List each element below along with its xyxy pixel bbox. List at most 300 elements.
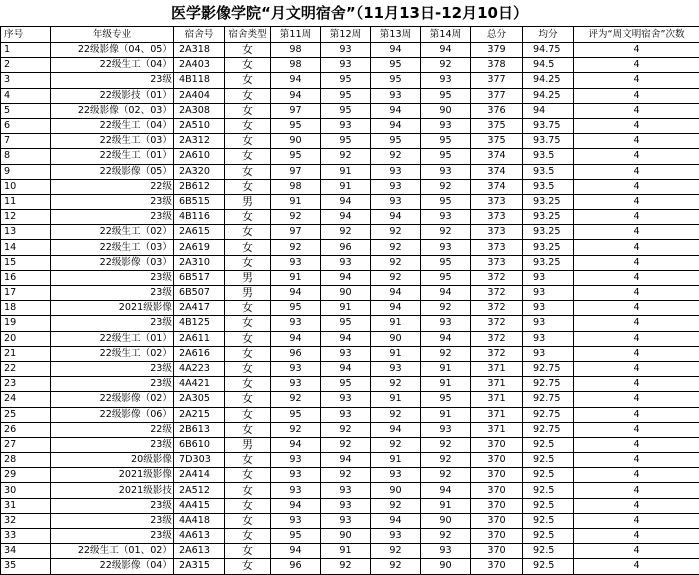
cell-week-11: 98 — [271, 43, 321, 58]
cell-total: 377 — [471, 73, 523, 88]
cell-week-14: 91 — [421, 498, 471, 513]
cell-average: 94.5 — [523, 58, 574, 73]
cell-week-13: 93 — [371, 361, 421, 376]
table-row — [1, 483, 699, 498]
cell-room-type: 女 — [225, 118, 271, 133]
cell-week-13: 92 — [371, 225, 421, 240]
cell-total: 370 — [471, 498, 523, 513]
cell-award-count: 4 — [574, 255, 699, 270]
cell-week-14: 92 — [421, 346, 471, 361]
cell-week-13: 92 — [371, 437, 421, 452]
cell-average: 93 — [523, 331, 574, 346]
table-row — [1, 43, 699, 58]
cell-room-type: 女 — [225, 529, 271, 544]
cell-index: 16 — [1, 270, 51, 285]
cell-average: 93 — [523, 270, 574, 285]
cell-week-14: 92 — [421, 437, 471, 452]
cell-week-12: 91 — [321, 301, 371, 316]
header-average: 均分 — [523, 27, 574, 43]
cell-week-13: 95 — [371, 73, 421, 88]
cell-major: 2021级影像 — [51, 468, 174, 483]
cell-award-count: 4 — [574, 422, 699, 437]
cell-award-count: 4 — [574, 331, 699, 346]
cell-week-14: 91 — [421, 377, 471, 392]
cell-room-type: 女 — [225, 73, 271, 88]
cell-award-count: 4 — [574, 225, 699, 240]
cell-week-12: 95 — [321, 73, 371, 88]
cell-average: 93 — [523, 301, 574, 316]
cell-room-type: 女 — [225, 164, 271, 179]
cell-room: 2A611 — [174, 331, 225, 346]
cell-room: 7D303 — [174, 453, 225, 468]
cell-week-14: 92 — [421, 58, 471, 73]
cell-major: 2021级影像 — [51, 301, 174, 316]
cell-week-11: 94 — [271, 88, 321, 103]
header-room: 宿舍号 — [174, 27, 225, 43]
cell-week-11: 95 — [271, 149, 321, 164]
cell-week-13: 91 — [371, 392, 421, 407]
cell-average: 92.5 — [523, 544, 574, 559]
cell-week-12: 95 — [321, 134, 371, 149]
cell-index: 10 — [1, 179, 51, 194]
cell-major: 23级 — [51, 377, 174, 392]
cell-week-11: 93 — [271, 513, 321, 528]
table-row — [1, 134, 699, 149]
cell-room: 6B610 — [174, 437, 225, 452]
cell-index: 27 — [1, 437, 51, 452]
cell-room: 4A415 — [174, 498, 225, 513]
table-row — [1, 377, 699, 392]
table-row — [1, 210, 699, 225]
cell-week-11: 92 — [271, 392, 321, 407]
header-major: 年级专业 — [51, 27, 174, 43]
header-week-12: 第12周 — [321, 27, 371, 43]
cell-room: 2A320 — [174, 164, 225, 179]
cell-week-12: 92 — [321, 422, 371, 437]
cell-average: 92.75 — [523, 361, 574, 376]
cell-total: 370 — [471, 468, 523, 483]
cell-index: 23 — [1, 377, 51, 392]
cell-index: 34 — [1, 544, 51, 559]
cell-week-13: 93 — [371, 179, 421, 194]
cell-award-count: 4 — [574, 483, 699, 498]
cell-index: 30 — [1, 483, 51, 498]
cell-major: 23级 — [51, 361, 174, 376]
cell-award-count: 4 — [574, 468, 699, 483]
cell-room-type: 女 — [225, 149, 271, 164]
cell-week-14: 92 — [421, 468, 471, 483]
cell-week-11: 94 — [271, 331, 321, 346]
cell-room-type: 女 — [225, 88, 271, 103]
cell-index: 11 — [1, 194, 51, 209]
table-row — [1, 103, 699, 118]
cell-room: 4A418 — [174, 513, 225, 528]
cell-week-12: 93 — [321, 118, 371, 133]
cell-week-13: 91 — [371, 453, 421, 468]
cell-award-count: 4 — [574, 194, 699, 209]
cell-average: 94.25 — [523, 88, 574, 103]
cell-week-12: 93 — [321, 513, 371, 528]
cell-award-count: 4 — [574, 437, 699, 452]
cell-award-count: 4 — [574, 407, 699, 422]
cell-average: 92.75 — [523, 422, 574, 437]
cell-average: 93.25 — [523, 240, 574, 255]
cell-week-12: 93 — [321, 498, 371, 513]
cell-room: 6B515 — [174, 194, 225, 209]
cell-room: 2A403 — [174, 58, 225, 73]
cell-major: 22级生工（03） — [51, 134, 174, 149]
cell-week-14: 95 — [421, 270, 471, 285]
cell-index: 17 — [1, 286, 51, 301]
cell-week-13: 95 — [371, 134, 421, 149]
cell-major: 22级生工（04） — [51, 58, 174, 73]
cell-room-type: 男 — [225, 194, 271, 209]
cell-major: 23级 — [51, 286, 174, 301]
cell-week-14: 93 — [421, 164, 471, 179]
cell-week-11: 94 — [271, 286, 321, 301]
cell-week-12: 95 — [321, 377, 371, 392]
table-row — [1, 225, 699, 240]
cell-award-count: 4 — [574, 88, 699, 103]
cell-room: 2A510 — [174, 118, 225, 133]
cell-room: 2A318 — [174, 43, 225, 58]
cell-average: 93 — [523, 286, 574, 301]
cell-major: 22级影像（05） — [51, 164, 174, 179]
cell-week-14: 92 — [421, 179, 471, 194]
cell-average: 94.75 — [523, 43, 574, 58]
table-row — [1, 407, 699, 422]
cell-room: 4B125 — [174, 316, 225, 331]
cell-total: 374 — [471, 179, 523, 194]
cell-week-13: 94 — [371, 103, 421, 118]
cell-week-11: 93 — [271, 377, 321, 392]
cell-index: 31 — [1, 498, 51, 513]
cell-major: 22级生工（04） — [51, 118, 174, 133]
cell-week-11: 92 — [271, 422, 321, 437]
cell-index: 26 — [1, 422, 51, 437]
cell-room: 2A305 — [174, 392, 225, 407]
cell-major: 22级影技（01） — [51, 88, 174, 103]
cell-major: 22级影像（03） — [51, 255, 174, 270]
cell-average: 92.5 — [523, 483, 574, 498]
cell-average: 92.75 — [523, 377, 574, 392]
cell-room-type: 女 — [225, 361, 271, 376]
cell-award-count: 4 — [574, 559, 699, 574]
cell-major: 23级 — [51, 194, 174, 209]
cell-week-12: 94 — [321, 453, 371, 468]
cell-average: 93.25 — [523, 210, 574, 225]
cell-major: 22级 — [51, 422, 174, 437]
cell-week-11: 95 — [271, 301, 321, 316]
cell-index: 22 — [1, 361, 51, 376]
cell-room: 2A312 — [174, 134, 225, 149]
cell-week-13: 90 — [371, 331, 421, 346]
cell-total: 372 — [471, 286, 523, 301]
cell-week-12: 93 — [321, 483, 371, 498]
cell-room-type: 女 — [225, 513, 271, 528]
cell-week-13: 94 — [371, 286, 421, 301]
cell-award-count: 4 — [574, 498, 699, 513]
table-row — [1, 331, 699, 346]
cell-room: 4A223 — [174, 361, 225, 376]
cell-total: 370 — [471, 483, 523, 498]
cell-total: 379 — [471, 43, 523, 58]
header-row — [1, 27, 699, 43]
cell-week-11: 90 — [271, 134, 321, 149]
cell-week-14: 95 — [421, 149, 471, 164]
cell-index: 20 — [1, 331, 51, 346]
table-row — [1, 118, 699, 133]
table-row — [1, 316, 699, 331]
cell-week-11: 94 — [271, 544, 321, 559]
cell-week-11: 93 — [271, 453, 321, 468]
cell-index: 7 — [1, 134, 51, 149]
cell-week-11: 92 — [271, 210, 321, 225]
cell-award-count: 4 — [574, 346, 699, 361]
cell-major: 20级影像 — [51, 453, 174, 468]
cell-week-12: 95 — [321, 103, 371, 118]
cell-week-14: 92 — [421, 529, 471, 544]
cell-total: 373 — [471, 255, 523, 270]
cell-week-13: 93 — [371, 468, 421, 483]
cell-index: 25 — [1, 407, 51, 422]
cell-week-14: 95 — [421, 392, 471, 407]
cell-total: 376 — [471, 103, 523, 118]
cell-award-count: 4 — [574, 301, 699, 316]
cell-week-13: 92 — [371, 559, 421, 574]
cell-week-11: 98 — [271, 179, 321, 194]
cell-index: 19 — [1, 316, 51, 331]
table-row — [1, 164, 699, 179]
cell-room-type: 女 — [225, 453, 271, 468]
header-total: 总分 — [471, 27, 523, 43]
cell-week-14: 93 — [421, 73, 471, 88]
cell-index: 9 — [1, 164, 51, 179]
cell-week-12: 92 — [321, 559, 371, 574]
cell-average: 92.5 — [523, 468, 574, 483]
cell-room-type: 女 — [225, 468, 271, 483]
cell-index: 15 — [1, 255, 51, 270]
cell-room-type: 男 — [225, 437, 271, 452]
cell-average: 93.75 — [523, 118, 574, 133]
cell-average: 92.5 — [523, 559, 574, 574]
table-row — [1, 468, 699, 483]
cell-week-12: 96 — [321, 240, 371, 255]
cell-week-14: 95 — [421, 255, 471, 270]
table-row — [1, 179, 699, 194]
table-row — [1, 88, 699, 103]
table-row — [1, 453, 699, 468]
cell-week-13: 92 — [371, 255, 421, 270]
cell-week-14: 95 — [421, 194, 471, 209]
cell-room: 2A616 — [174, 346, 225, 361]
cell-award-count: 4 — [574, 270, 699, 285]
cell-average: 93.5 — [523, 164, 574, 179]
cell-week-13: 94 — [371, 210, 421, 225]
table-row — [1, 240, 699, 255]
cell-room-type: 女 — [225, 483, 271, 498]
cell-award-count: 4 — [574, 134, 699, 149]
cell-week-13: 92 — [371, 377, 421, 392]
cell-room-type: 女 — [225, 43, 271, 58]
cell-week-14: 90 — [421, 559, 471, 574]
cell-award-count: 4 — [574, 73, 699, 88]
table-row — [1, 58, 699, 73]
cell-average: 93 — [523, 346, 574, 361]
table-row — [1, 422, 699, 437]
cell-week-13: 91 — [371, 346, 421, 361]
cell-week-14: 93 — [421, 240, 471, 255]
cell-major: 22级影像（06） — [51, 407, 174, 422]
cell-room-type: 女 — [225, 422, 271, 437]
cell-total: 372 — [471, 270, 523, 285]
cell-week-12: 95 — [321, 316, 371, 331]
cell-average: 93.25 — [523, 194, 574, 209]
cell-award-count: 4 — [574, 513, 699, 528]
cell-index: 12 — [1, 210, 51, 225]
cell-week-11: 95 — [271, 407, 321, 422]
cell-average: 92.5 — [523, 529, 574, 544]
cell-week-11: 93 — [271, 255, 321, 270]
cell-week-13: 93 — [371, 529, 421, 544]
cell-week-12: 93 — [321, 392, 371, 407]
cell-room: 2A619 — [174, 240, 225, 255]
cell-week-13: 91 — [371, 316, 421, 331]
table-row — [1, 513, 699, 528]
cell-week-14: 92 — [421, 301, 471, 316]
cell-week-13: 93 — [371, 194, 421, 209]
cell-total: 372 — [471, 331, 523, 346]
cell-week-13: 90 — [371, 483, 421, 498]
cell-award-count: 4 — [574, 453, 699, 468]
cell-week-11: 97 — [271, 225, 321, 240]
header-award-count: 评为“周文明宿舍”次数 — [574, 27, 699, 43]
cell-index: 4 — [1, 88, 51, 103]
cell-week-11: 93 — [271, 361, 321, 376]
cell-week-14: 95 — [421, 88, 471, 103]
cell-total: 372 — [471, 346, 523, 361]
cell-week-11: 96 — [271, 559, 321, 574]
header-index: 序号 — [1, 27, 51, 43]
cell-week-12: 94 — [321, 270, 371, 285]
cell-average: 92.5 — [523, 513, 574, 528]
cell-room-type: 女 — [225, 331, 271, 346]
cell-major: 22级生工（03） — [51, 240, 174, 255]
table-row — [1, 392, 699, 407]
cell-room-type: 女 — [225, 316, 271, 331]
cell-room-type: 男 — [225, 270, 271, 285]
cell-index: 21 — [1, 346, 51, 361]
table-row — [1, 544, 699, 559]
cell-week-12: 92 — [321, 149, 371, 164]
cell-major: 23级 — [51, 529, 174, 544]
cell-week-12: 92 — [321, 437, 371, 452]
cell-average: 93.5 — [523, 149, 574, 164]
cell-major: 23级 — [51, 73, 174, 88]
cell-room-type: 女 — [225, 346, 271, 361]
cell-average: 93.25 — [523, 225, 574, 240]
cell-week-11: 92 — [271, 240, 321, 255]
cell-room-type: 女 — [225, 225, 271, 240]
cell-award-count: 4 — [574, 316, 699, 331]
cell-week-11: 94 — [271, 73, 321, 88]
cell-total: 375 — [471, 118, 523, 133]
cell-week-13: 92 — [371, 240, 421, 255]
cell-major: 23级 — [51, 437, 174, 452]
cell-total: 374 — [471, 149, 523, 164]
cell-total: 370 — [471, 513, 523, 528]
cell-index: 24 — [1, 392, 51, 407]
cell-week-14: 94 — [421, 286, 471, 301]
cell-week-12: 92 — [321, 468, 371, 483]
cell-week-11: 93 — [271, 316, 321, 331]
cell-award-count: 4 — [574, 361, 699, 376]
cell-total: 373 — [471, 210, 523, 225]
cell-room: 2A414 — [174, 468, 225, 483]
cell-award-count: 4 — [574, 58, 699, 73]
cell-average: 92.5 — [523, 498, 574, 513]
cell-week-11: 91 — [271, 194, 321, 209]
table-row — [1, 361, 699, 376]
cell-week-13: 92 — [371, 498, 421, 513]
cell-award-count: 4 — [574, 149, 699, 164]
cell-week-14: 95 — [421, 134, 471, 149]
cell-major: 22级 — [51, 179, 174, 194]
cell-total: 372 — [471, 301, 523, 316]
cell-major: 23级 — [51, 513, 174, 528]
cell-award-count: 4 — [574, 103, 699, 118]
cell-room-type: 女 — [225, 179, 271, 194]
cell-week-11: 94 — [271, 437, 321, 452]
cell-week-12: 95 — [321, 88, 371, 103]
table-row — [1, 529, 699, 544]
cell-room: 4A613 — [174, 529, 225, 544]
cell-total: 373 — [471, 225, 523, 240]
cell-average: 92.75 — [523, 407, 574, 422]
cell-index: 2 — [1, 58, 51, 73]
cell-week-12: 94 — [321, 194, 371, 209]
cell-total: 371 — [471, 407, 523, 422]
cell-index: 35 — [1, 559, 51, 574]
cell-major: 23级 — [51, 210, 174, 225]
cell-room-type: 女 — [225, 498, 271, 513]
cell-room: 2A315 — [174, 559, 225, 574]
cell-room: 2A610 — [174, 149, 225, 164]
cell-room-type: 女 — [225, 544, 271, 559]
table-row — [1, 301, 699, 316]
table-row — [1, 73, 699, 88]
cell-week-11: 95 — [271, 529, 321, 544]
cell-room-type: 女 — [225, 377, 271, 392]
cell-index: 14 — [1, 240, 51, 255]
cell-award-count: 4 — [574, 529, 699, 544]
cell-index: 1 — [1, 43, 51, 58]
cell-major: 22级生工（01） — [51, 331, 174, 346]
cell-total: 373 — [471, 240, 523, 255]
cell-major: 22级影像（02、03） — [51, 103, 174, 118]
cell-week-11: 97 — [271, 164, 321, 179]
cell-index: 8 — [1, 149, 51, 164]
cell-room-type: 女 — [225, 103, 271, 118]
cell-week-12: 93 — [321, 407, 371, 422]
cell-week-11: 93 — [271, 468, 321, 483]
cell-total: 371 — [471, 392, 523, 407]
sheet-title: 医学影像学院“月文明宿舍”（11月13日-12月10日） — [0, 0, 699, 26]
table-row — [1, 194, 699, 209]
cell-award-count: 4 — [574, 118, 699, 133]
cell-room: 6B517 — [174, 270, 225, 285]
cell-week-12: 93 — [321, 346, 371, 361]
